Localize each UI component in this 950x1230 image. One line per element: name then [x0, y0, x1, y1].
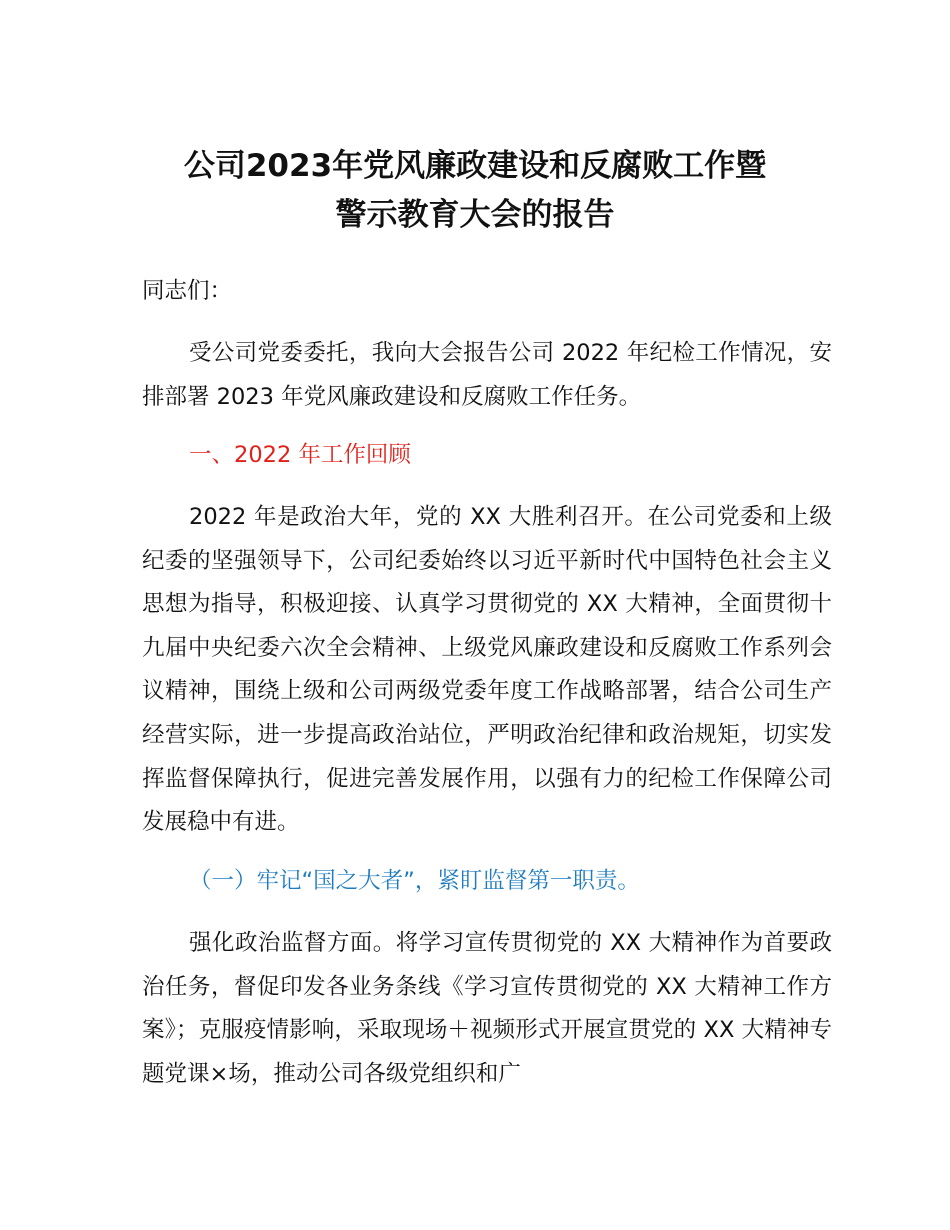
title-line2: 警示教育大会的报告 [335, 197, 615, 233]
title-year: 2023 [245, 148, 333, 184]
section-heading-review: 一、2022 年工作回顾 [189, 442, 411, 468]
intro-paragraph: 受公司党委委托，我向大会报告公司 2022 年纪检工作情况，安排部署 2023 年党风廉政建设和反腐败工作任务。 [142, 340, 832, 410]
supervision-paragraph: 强化政治监督方面。将学习宣传贯彻党的 XX 大精神作为首要政治任务，督促印发各业务条线《学习宣传贯彻党的 XX 大精神工作方案》；克服疫情影响，采取现场＋视频形式开展宣贯党的 XX 大精神专题党课×场，推动公司各级党组织和广 [142, 930, 832, 1087]
review-paragraph: 2022 年是政治大年，党的 XX 大胜利召开。在公司党委和上级纪委的坚强领导下，公司纪委始终以习近平新时代中国特色社会主义思想为指导，积极迎接、认真学习贯彻党的 XX 大精神，全面贯彻十九届中央纪委六次全会精神、上级党风廉政建设和反腐败工作系列会议精神，围绕上级和公司两级党委年度工作战略部署，结合公司生产经营实际，进一步提高政治站位，严明政治纪律和政治规矩，切实发挥监督保障执行，促进完善发展作用，以强有力的纪检工作保障公司发展稳中有进。 [142, 504, 832, 836]
title-line1-suffix: 年党风廉政建设和反腐败工作暨 [332, 148, 767, 184]
salutation: 同志们： [142, 278, 233, 304]
title-prefix: 公司 [183, 148, 246, 184]
subsection-heading-supervision: （一）牢记“国之大者”，紧盯监督第一职责。 [189, 868, 640, 894]
document-title [100, 142, 850, 240]
